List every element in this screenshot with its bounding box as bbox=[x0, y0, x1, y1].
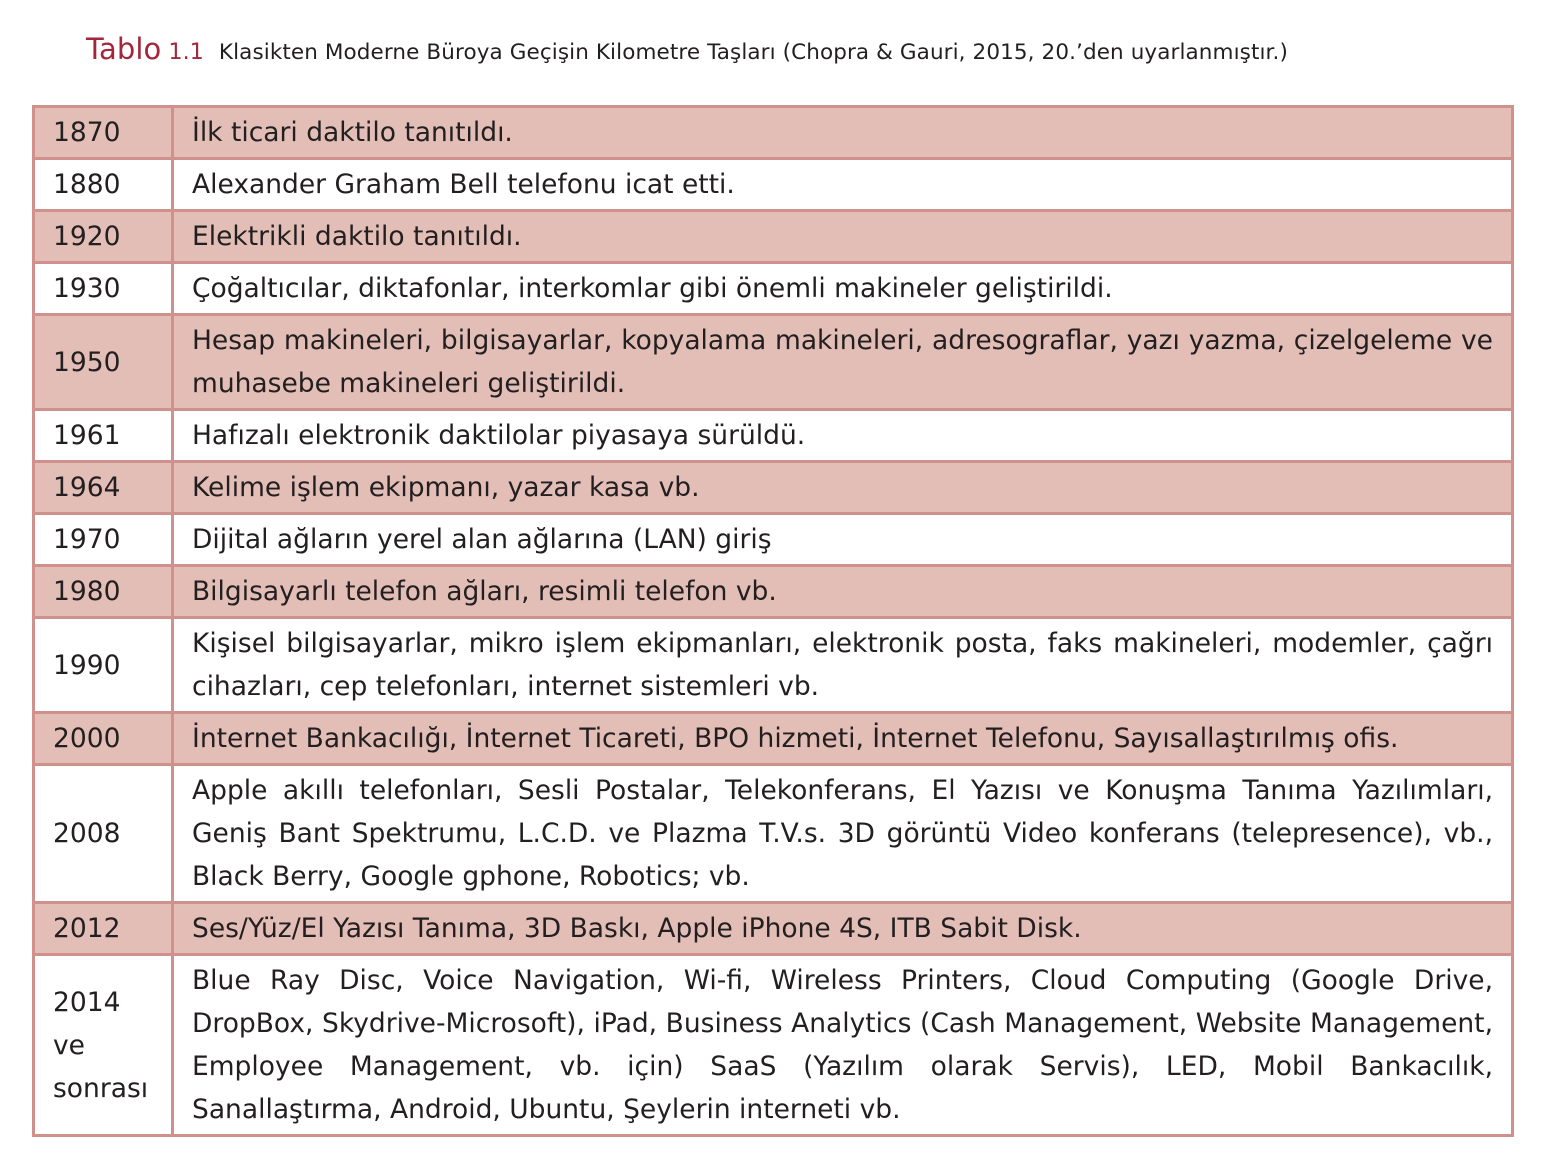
year-cell: 1970 bbox=[34, 514, 173, 566]
description-cell: Elektrikli daktilo tanıtıldı. bbox=[173, 211, 1513, 263]
table-row bbox=[34, 713, 1513, 765]
year-cell: 1870 bbox=[34, 107, 173, 159]
milestones-table bbox=[32, 105, 1514, 1137]
table-row bbox=[34, 566, 1513, 618]
year-line: ve bbox=[53, 1029, 85, 1061]
description-cell: Ses/Yüz/El Yazısı Tanıma, 3D Baskı, Apple iPhone 4S, ITB Sabit Disk. bbox=[173, 903, 1513, 955]
table-row bbox=[34, 514, 1513, 566]
year-cell: 1980 bbox=[34, 566, 173, 618]
description-cell: Blue Ray Disc, Voice Navigation, Wi-fi, Wireless Printers, Cloud Computing (Google Drive, DropBox, Skydrive-Microsoft), iPad, Business Analytics (Cash Management, Website Management, Employee Management, vb. için) SaaS (Yazılım olarak Servis), LED, Mobil Bankacılık, Sanallaştırma, Android, Ubuntu, Şeylerin interneti vb. bbox=[173, 955, 1513, 1136]
year-cell: 1964 bbox=[34, 462, 173, 514]
table-row bbox=[34, 618, 1513, 713]
table-row bbox=[34, 765, 1513, 903]
description-cell: Hafızalı elektronik daktilolar piyasaya sürüldü. bbox=[173, 410, 1513, 462]
description-cell: İlk ticari daktilo tanıtıldı. bbox=[173, 107, 1513, 159]
description-cell: Çoğaltıcılar, diktafonlar, interkomlar gibi önemli makineler geliştirildi. bbox=[173, 263, 1513, 315]
table-row bbox=[34, 410, 1513, 462]
year-cell: 2000 bbox=[34, 713, 173, 765]
description-cell: Alexander Graham Bell telefonu icat etti. bbox=[173, 159, 1513, 211]
table-row bbox=[34, 955, 1513, 1136]
table-row bbox=[34, 211, 1513, 263]
caption-label: Tablo bbox=[86, 32, 162, 66]
table-caption bbox=[86, 32, 1486, 66]
year-cell bbox=[34, 955, 173, 1136]
description-cell: Bilgisayarlı telefon ağları, resimli telefon vb. bbox=[173, 566, 1513, 618]
caption-number: 1.1 bbox=[168, 40, 204, 65]
description-cell: Kelime işlem ekipmanı, yazar kasa vb. bbox=[173, 462, 1513, 514]
caption-title: Klasikten Moderne Büroya Geçişin Kilometre Taşları (Chopra & Gauri, 2015, 20.’den uyarlanmıştır.) bbox=[218, 40, 1288, 65]
year-cell: 1920 bbox=[34, 211, 173, 263]
year-cell: 1950 bbox=[34, 315, 173, 410]
year-cell: 2012 bbox=[34, 903, 173, 955]
year-cell: 1880 bbox=[34, 159, 173, 211]
description-cell: Dijital ağların yerel alan ağlarına (LAN) giriş bbox=[173, 514, 1513, 566]
year-line: sonrası bbox=[53, 1072, 149, 1104]
year-cell: 1930 bbox=[34, 263, 173, 315]
year-cell: 1961 bbox=[34, 410, 173, 462]
year-line: 2014 bbox=[53, 986, 121, 1018]
year-cell: 1990 bbox=[34, 618, 173, 713]
description-cell: Hesap makineleri, bilgisayarlar, kopyalama makineleri, adresograflar, yazı yazma, çizelgeleme ve muhasebe makineleri geliştirildi. bbox=[173, 315, 1513, 410]
table-row bbox=[34, 315, 1513, 410]
table-row bbox=[34, 903, 1513, 955]
table-body bbox=[34, 107, 1513, 1136]
table-row bbox=[34, 263, 1513, 315]
year-cell: 2008 bbox=[34, 765, 173, 903]
table-row bbox=[34, 107, 1513, 159]
description-cell: Kişisel bilgisayarlar, mikro işlem ekipmanları, elektronik posta, faks makineleri, modemler, çağrı cihazları, cep telefonları, internet sistemleri vb. bbox=[173, 618, 1513, 713]
table-row bbox=[34, 462, 1513, 514]
description-cell: Apple akıllı telefonları, Sesli Postalar, Telekonferans, El Yazısı ve Konuşma Tanıma Yazılımları, Geniş Bant Spektrumu, L.C.D. ve Plazma T.V.s. 3D görüntü Video konferans (telepresence), vb., Black Berry, Google gphone, Robotics; vb. bbox=[173, 765, 1513, 903]
table-row bbox=[34, 159, 1513, 211]
description-cell: İnternet Bankacılığı, İnternet Ticareti, BPO hizmeti, İnternet Telefonu, Sayısallaştırılmış ofis. bbox=[173, 713, 1513, 765]
